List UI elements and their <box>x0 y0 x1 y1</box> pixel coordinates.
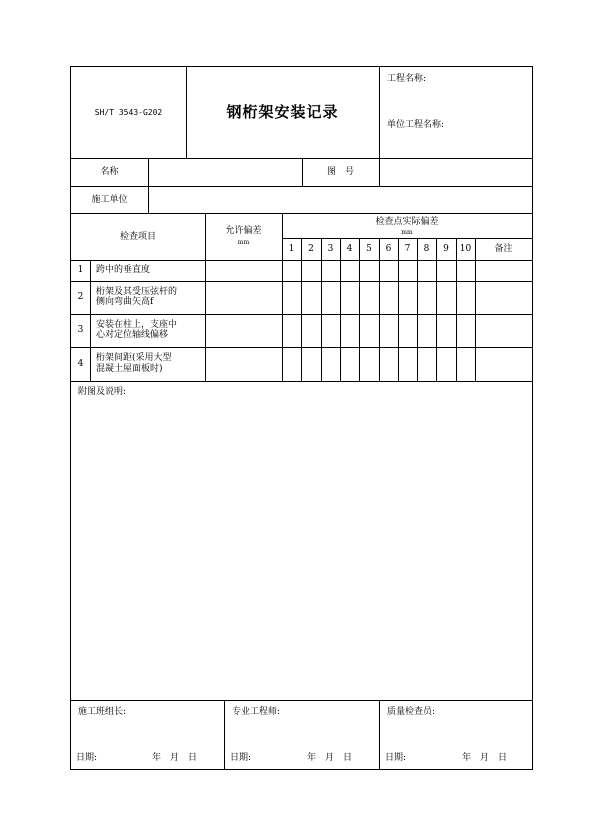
page-title: 钢桁架安装记录 <box>226 103 339 121</box>
row-item-text: 混凝土屋面板时) <box>96 364 163 374</box>
row-number: 4 <box>77 359 84 369</box>
notes-area[interactable] <box>72 401 531 699</box>
rule-pt2 <box>321 238 322 381</box>
row-number: 1 <box>77 265 84 275</box>
rule-actual-header-mid <box>282 238 532 239</box>
rule-pt8 <box>436 238 437 381</box>
professional-engineer-date-label: 日期: <box>230 753 252 763</box>
rule-allowed-col <box>282 213 283 381</box>
record-form <box>70 66 533 770</box>
actual-deviation-unit: mm <box>401 229 413 236</box>
rule-pt6 <box>398 238 399 381</box>
row-item-text: 安装在柱上，支座中 <box>96 320 178 330</box>
quality-inspector-date-label: 日期: <box>385 753 407 763</box>
name-field[interactable] <box>149 159 301 186</box>
point-number: 3 <box>327 244 334 254</box>
project-name-label: 工程名称: <box>387 74 427 84</box>
unit-project-name-label: 单位工程名称: <box>387 120 445 130</box>
team-leader-date-units: 年 月 日 <box>152 753 198 763</box>
inspection-item-header: 检查项目 <box>119 232 156 242</box>
row-number: 3 <box>77 325 84 335</box>
row-item-text: 心对定位轴线偏移 <box>96 330 169 340</box>
row-item-text: 侧向弯曲矢高f <box>96 297 154 307</box>
point-number: 7 <box>404 244 411 254</box>
point-number: 5 <box>366 244 372 254</box>
point-number: 8 <box>423 244 430 254</box>
rule-no-col <box>90 260 91 381</box>
professional-engineer-label: 专业工程师: <box>232 707 281 717</box>
team-leader-date-label: 日期: <box>76 753 98 763</box>
point-number: 9 <box>443 244 449 254</box>
point-number: 6 <box>385 244 392 254</box>
notes-label: 附图及说明: <box>78 387 127 397</box>
professional-engineer-date-units: 年 月 日 <box>307 753 353 763</box>
quality-inspector-label: 质量检查员: <box>387 707 436 717</box>
rule-pt7 <box>417 238 418 381</box>
rule-sig2 <box>379 700 380 770</box>
quality-inspector-date-units: 年 月 日 <box>462 753 508 763</box>
allowed-deviation-header: 允许偏差 <box>225 226 262 236</box>
drawing-number-label: 图 号 <box>326 167 354 177</box>
rule-notes-bottom <box>71 700 532 701</box>
rule-pt9 <box>456 238 457 381</box>
row-item-text: 跨中的垂直度 <box>96 265 151 275</box>
rule-row4-bottom <box>71 381 532 382</box>
rule-pt10 <box>475 238 476 381</box>
rule-sig1 <box>224 700 225 770</box>
rule-pt1 <box>301 238 302 381</box>
row-item-text: 桁架间距(采用大型 <box>96 353 172 363</box>
point-number: 4 <box>346 244 353 254</box>
name-label: 名称 <box>100 167 119 177</box>
row-item-text: 桁架及其受压弦杆的 <box>96 287 178 297</box>
drawing-number-field[interactable] <box>380 159 532 186</box>
standard-code: SH/T 3543-G202 <box>94 108 163 117</box>
construction-unit-label: 施工单位 <box>91 195 128 205</box>
point-number: 2 <box>308 244 314 254</box>
team-leader-label: 施工班组长: <box>78 707 127 717</box>
point-number: 1 <box>288 244 295 254</box>
rule-header-title <box>379 67 380 158</box>
rule-pt5 <box>379 238 380 381</box>
rule-pt4 <box>359 238 360 381</box>
construction-unit-field[interactable] <box>149 187 532 213</box>
point-number: 10 <box>459 244 472 254</box>
remarks-header: 备注 <box>494 244 513 254</box>
row-number: 2 <box>77 292 84 302</box>
rule-unit-bottom <box>71 213 532 214</box>
actual-deviation-header: 检查点实际偏差 <box>375 217 439 227</box>
allowed-deviation-unit: mm <box>237 239 250 246</box>
rule-pt3 <box>340 238 341 381</box>
